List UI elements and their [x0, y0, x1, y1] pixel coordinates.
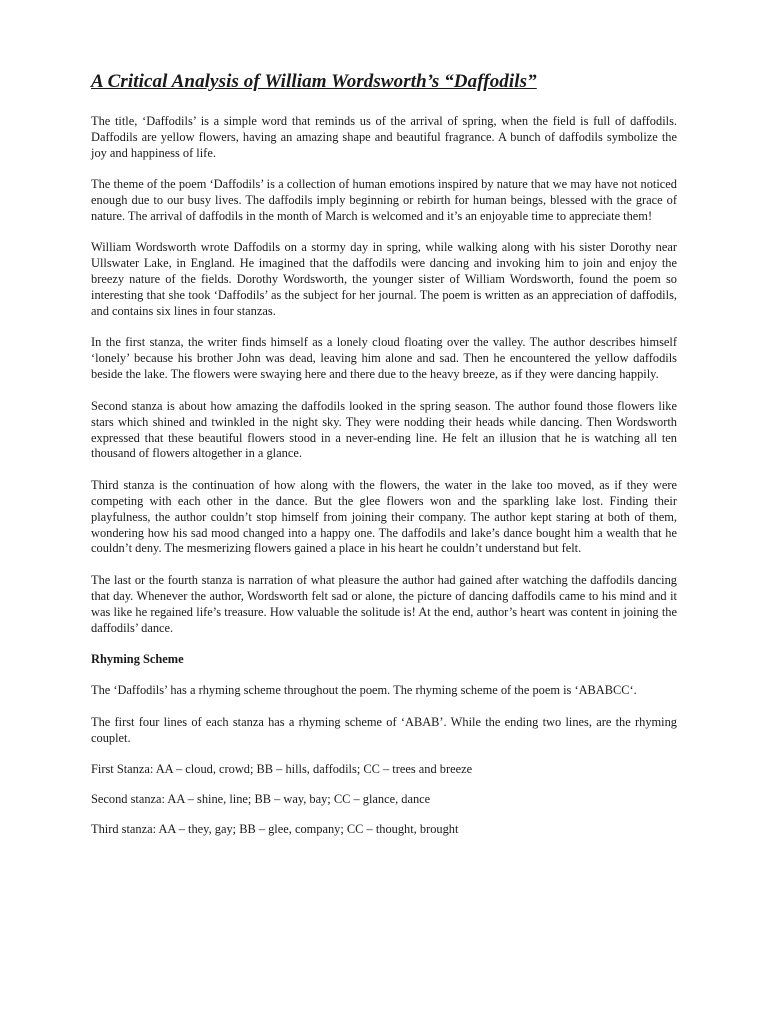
paragraph-fourth-stanza: The last or the fourth stanza is narration of what pleasure the author had gained after watching the daffodils dancing that day. Whenever the author, Wordsworth felt sad or alone, the picture of dancing daffodils came to his mind and it was like he regained life’s treasure. How valuable the solitude is! At the end, author’s heart was content in joining the daffodils’ dance.: [91, 572, 677, 635]
paragraph-intro: The title, ‘Daffodils’ is a simple word that reminds us of the arrival of spring, when the field is full of daffodils. Daffodils are yellow flowers, having an amazing shape and beautiful fragrance. A bunch of daffodils symbolize the joy and happiness of life.: [91, 114, 677, 160]
stanza-rhyme-line: Third stanza: AA – they, gay; BB – glee, company; CC – thought, brought: [91, 821, 459, 836]
paragraph-first-stanza: In the first stanza, the writer finds himself as a lonely cloud floating over the valley. The author describes himself ‘lonely’ because his brother John was dead, leaving him alone and sad. Then he encountered the yellow daffodils beside the lake. The flowers were swaying here and there due to the heavy breeze, as if they were dancing happily.: [91, 335, 677, 382]
paragraph-second-stanza: Second stanza is about how amazing the daffodils looked in the spring season. The author found those flowers like stars which shined and twinkled in the night sky. They were nodding their heads while dancing. Then Wordsworth expressed that these beautiful flowers stood in a never-ending line. He felt an illusion that he is watching all ten thousand of flowers altogether in a glance.: [91, 398, 677, 461]
paragraph-third-stanza: Third stanza is the continuation of how along with the flowers, the water in the lake too moved, as if they were competing with each other in the dance. But the glee flowers won and the sparkling lake lost. Finding their playfulness, the author couldn’t stop himself from joining their company. The author kept staring at both of them, wondering how his sad mood changed into a happy one. The daffodils and lake’s dance bought him a wealth that he couldn’t deny. The mesmerizing flowers gained a place in his heart he couldn’t understand but felt.: [91, 477, 677, 556]
rhyming-scheme-heading: Rhyming Scheme: [91, 651, 184, 666]
paragraph-rhyming-couplet: The first four lines of each stanza has a rhyming scheme of ‘ABAB’. While the ending two lines, are the rhyming couplet.: [91, 714, 677, 745]
document-page: [91, 70, 677, 852]
stanza-rhyme-line: Second stanza: AA – shine, line; BB – way, bay; CC – glance, dance: [91, 792, 431, 806]
paragraph-background: William Wordsworth wrote Daffodils on a stormy day in spring, while walking along with his sister Dorothy near Ullswater Lake, in England. He imagined that the daffodils were dancing and invoking him to join and enjoy the breezy nature of the fields. Dorothy Wordsworth, the younger sister of William Wordsworth, found the poem so interesting that she took ‘Daffodils’ as the subject for her journal. The poem is written as an appreciation of daffodils, and contains six lines in four stanzas.: [91, 240, 677, 319]
document-title: A Critical Analysis of William Wordsworth’s “Daffodils”: [91, 71, 537, 92]
paragraph-theme: The theme of the poem ‘Daffodils’ is a collection of human emotions inspired by nature that we may have not noticed enough due to our busy lives. The daffodils imply beginning or rebirth for human beings, blessed with the grace of nature. The arrival of daffodils in the month of March is welcomed and it’s an enjoyable time to appreciate them!: [91, 177, 677, 224]
stanza-rhyme-line: First Stanza: AA – cloud, crowd; BB – hills, daffodils; CC – trees and breeze: [91, 762, 473, 777]
paragraph-rhyming-overview: The ‘Daffodils’ has a rhyming scheme throughout the poem. The rhyming scheme of the poem is ‘ABABCC‘.: [91, 683, 637, 698]
